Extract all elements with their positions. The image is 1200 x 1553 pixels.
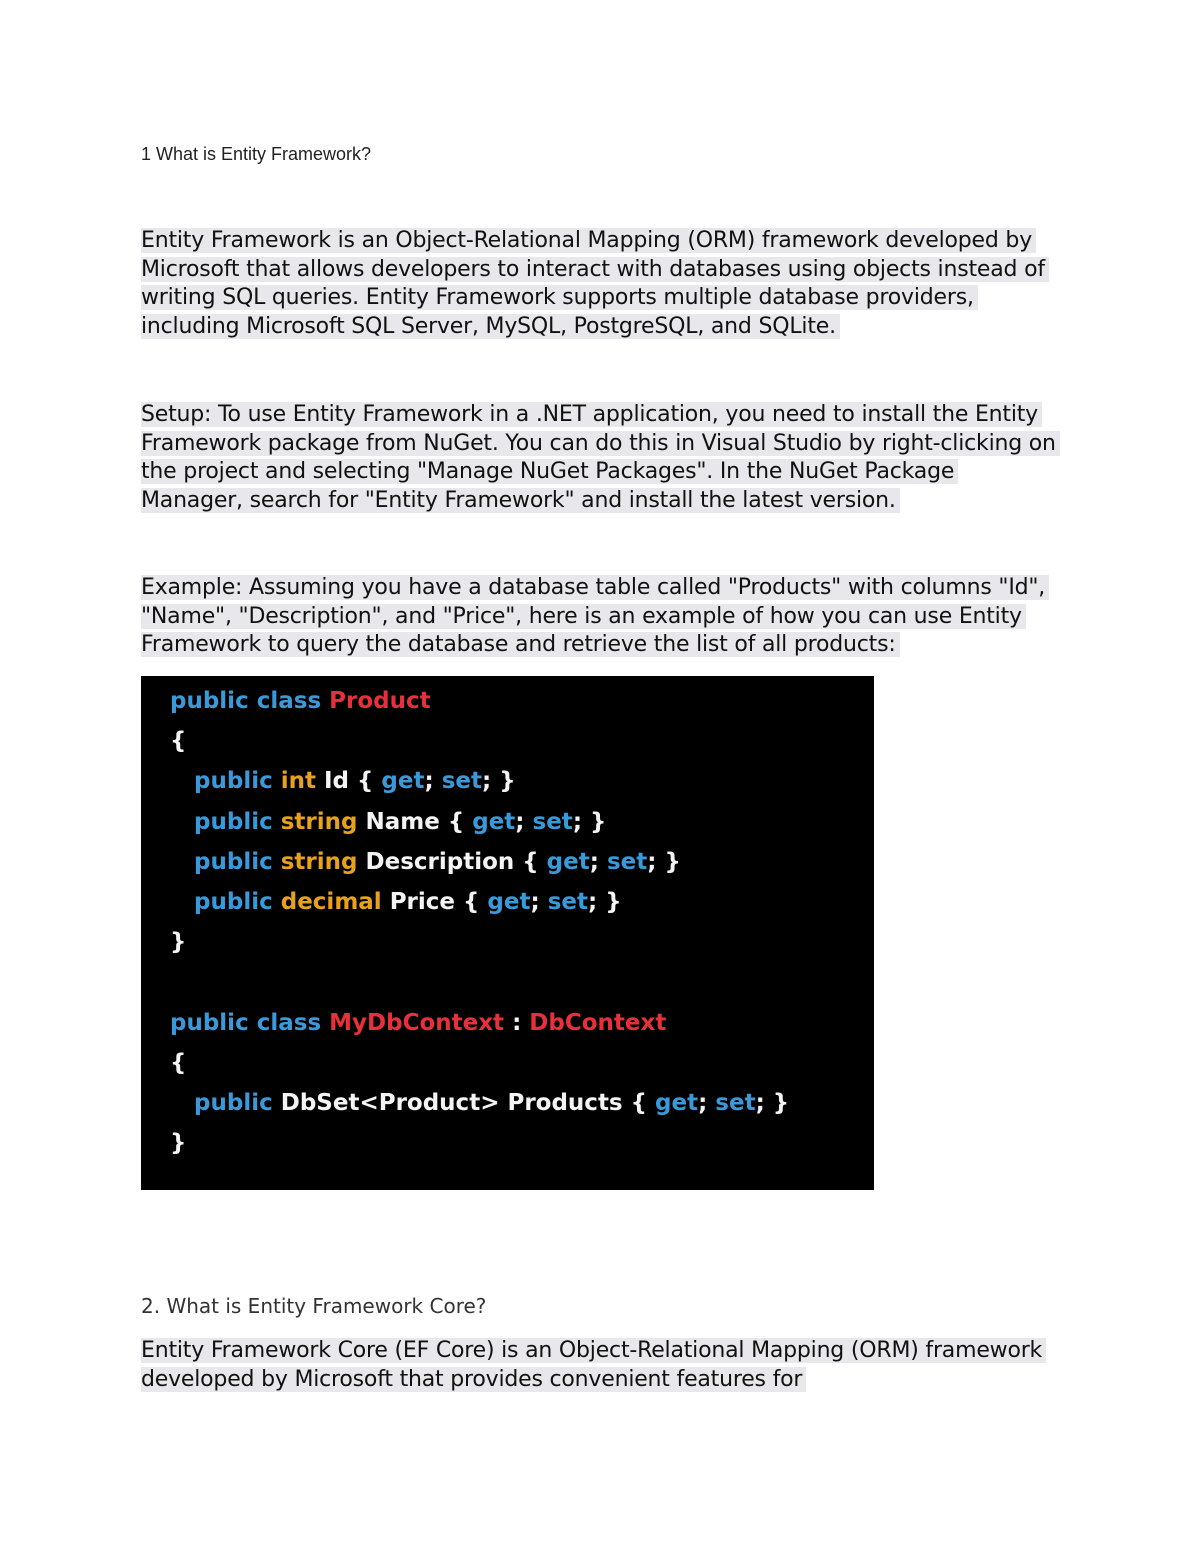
code-token: Product [329,688,431,714]
code-line [170,842,874,882]
code-token: ; [530,888,548,915]
code-token: int [280,768,324,795]
code-token: ; } [572,808,607,835]
code-token: set [606,848,648,875]
setup-paragraph [141,401,1056,516]
code-token: Id { [324,768,382,795]
code-line [170,1123,874,1163]
code-token: get [487,888,531,915]
code-token: get [655,1089,699,1116]
code-line [170,761,874,801]
code-token: get [546,848,590,875]
code-token: string [280,848,366,875]
code-line [170,802,874,842]
ef-core-intro-text: Entity Framework Core (EF Core) is an Object-Relational Mapping (ORM) framework developed by Microsoft that provides convenient features for [141,1338,1046,1392]
code-token: { [170,1049,187,1076]
code-token: public [170,768,281,795]
code-token: get [472,808,516,835]
code-token: set [715,1089,756,1116]
code-token: public [170,848,281,875]
code-token: { [170,728,187,755]
code-line [170,882,874,922]
code-token: public class [170,688,330,714]
code-token: ; } [755,1089,790,1116]
code-line [170,962,874,1002]
code-token: ; [424,768,442,795]
intro-text: Entity Framework is an Object-Relational Mapping (ORM) framework developed by Microsoft that allows developers to interact with databases using objects instead of writing SQL queries. Entity Framework supports multiple database providers, including Microsoft SQL Server, MySQL, PostgreSQL, and SQLite. [141,228,1049,339]
code-token: get [381,768,425,795]
example-text: Example: Assuming you have a database table called "Products" with columns "Id", "Name", "Description", and "Price", here is an example of how you can use Entity Framework to query the database and retrieve the list of all products: [141,575,1049,657]
code-token: public [170,808,281,835]
code-token: string [280,808,366,835]
example-paragraph [141,574,1056,660]
code-token: ; } [588,888,622,915]
code-token: public [170,1089,281,1116]
code-token: } [170,1130,187,1157]
code-token: DbSet<Product> Products { [280,1089,656,1116]
section1-heading: 1 What is Entity Framework? [141,144,372,164]
code-line [170,681,874,721]
code-snippet-image [141,676,874,1190]
code-line [170,922,874,962]
code-token: public class [170,1009,330,1036]
code-line [170,721,874,761]
code-token: ; [698,1089,716,1116]
section2-heading: 2. What is Entity Framework Core? [141,1294,487,1318]
code-token: public [170,888,281,915]
code-token: } [170,929,187,956]
code-line [170,1043,874,1083]
code-token: ; [589,848,607,875]
code-token: Price { [389,888,488,915]
code-token: ; [515,808,533,835]
code-token: set [532,808,573,835]
code-token: ; } [647,848,681,875]
code-line [170,1083,874,1123]
code-token: DbContext [529,1009,667,1036]
code-token: Description { [365,848,547,875]
code-token: set [547,888,588,915]
code-token: set [441,768,482,795]
code-token: Name { [365,808,473,835]
code-token: MyDbContext [329,1009,505,1036]
section1-intro-paragraph [141,227,1056,342]
code-token: ; } [482,768,516,795]
code-line [170,1003,874,1043]
code-token: : [504,1009,530,1036]
section2-intro-paragraph [141,1337,1056,1394]
code-token: decimal [280,888,390,915]
setup-text: Setup: To use Entity Framework in a .NET application, you need to install the Entity Framework package from NuGet. You can do this in Visual Studio by right-clicking on the project and selecting "Manage NuGet Packages". In the NuGet Package Manager, search for "Entity Framework" and install the latest version. [141,402,1060,513]
